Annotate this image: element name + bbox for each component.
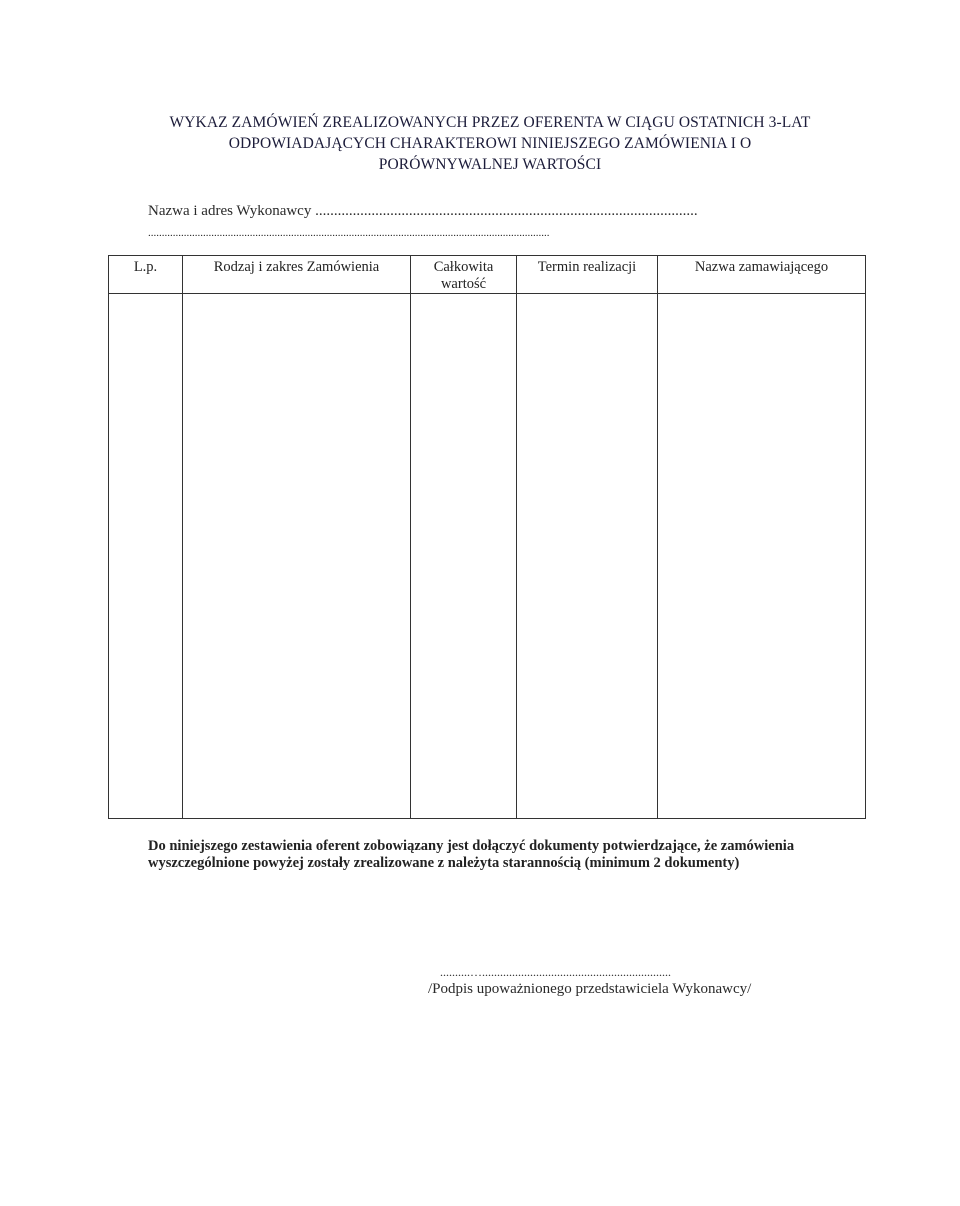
- table-row: [109, 294, 866, 819]
- header-lp: L.p.: [109, 256, 183, 294]
- contractor-field: [148, 200, 698, 244]
- cell-client-name[interactable]: [658, 294, 866, 819]
- cell-type-scope[interactable]: [183, 294, 411, 819]
- signature-block: [428, 964, 768, 998]
- title-line-1: WYKAZ ZAMÓWIEŃ ZREALIZOWANYCH PRZEZ OFERENTA W CIĄGU OSTATNICH 3-LAT: [169, 114, 811, 131]
- header-type-scope: Rodzaj i zakres Zamówienia: [183, 256, 411, 294]
- cell-lp[interactable]: [109, 294, 183, 819]
- header-completion-date: Termin realizacji: [517, 256, 658, 294]
- statement-line-1: Do niniejszego zestawienia oferent zobowiązany jest dołączyć dokumenty potwierdzające, że zamówienia: [148, 838, 795, 854]
- document-title: [130, 112, 850, 175]
- header-client-name: Nazwa zamawiającego: [658, 256, 866, 294]
- signature-dots: ..........…...............................................................: [440, 965, 671, 979]
- title-line-2: ODPOWIADAJĄCYCH CHARAKTEROWI NINIEJSZEGO ZAMÓWIENIA I O: [228, 135, 752, 152]
- orders-table: [108, 255, 866, 819]
- signature-label: /Podpis upoważnionego przedstawiciela Wykonawcy/: [428, 981, 752, 997]
- title-line-3: PORÓWNYWALNEJ WARTOŚCI: [378, 156, 602, 173]
- contractor-row-1: [148, 200, 698, 222]
- table-header-row: [109, 256, 866, 294]
- statement: [148, 838, 868, 872]
- cell-completion-date[interactable]: [517, 294, 658, 819]
- statement-line-2: wyszczególnione powyżej zostały zrealizowane z należyta starannością (minimum 2 dokumenty): [148, 855, 740, 871]
- contractor-label: Nazwa i adres Wykonawcy: [148, 203, 312, 219]
- contractor-dots-1: ......................................................................................................: [315, 203, 698, 219]
- contractor-dots-2: ..................................................................................................................................................: [148, 227, 550, 239]
- header-total-value: Całkowita wartość: [411, 256, 517, 294]
- cell-total-value[interactable]: [411, 294, 517, 819]
